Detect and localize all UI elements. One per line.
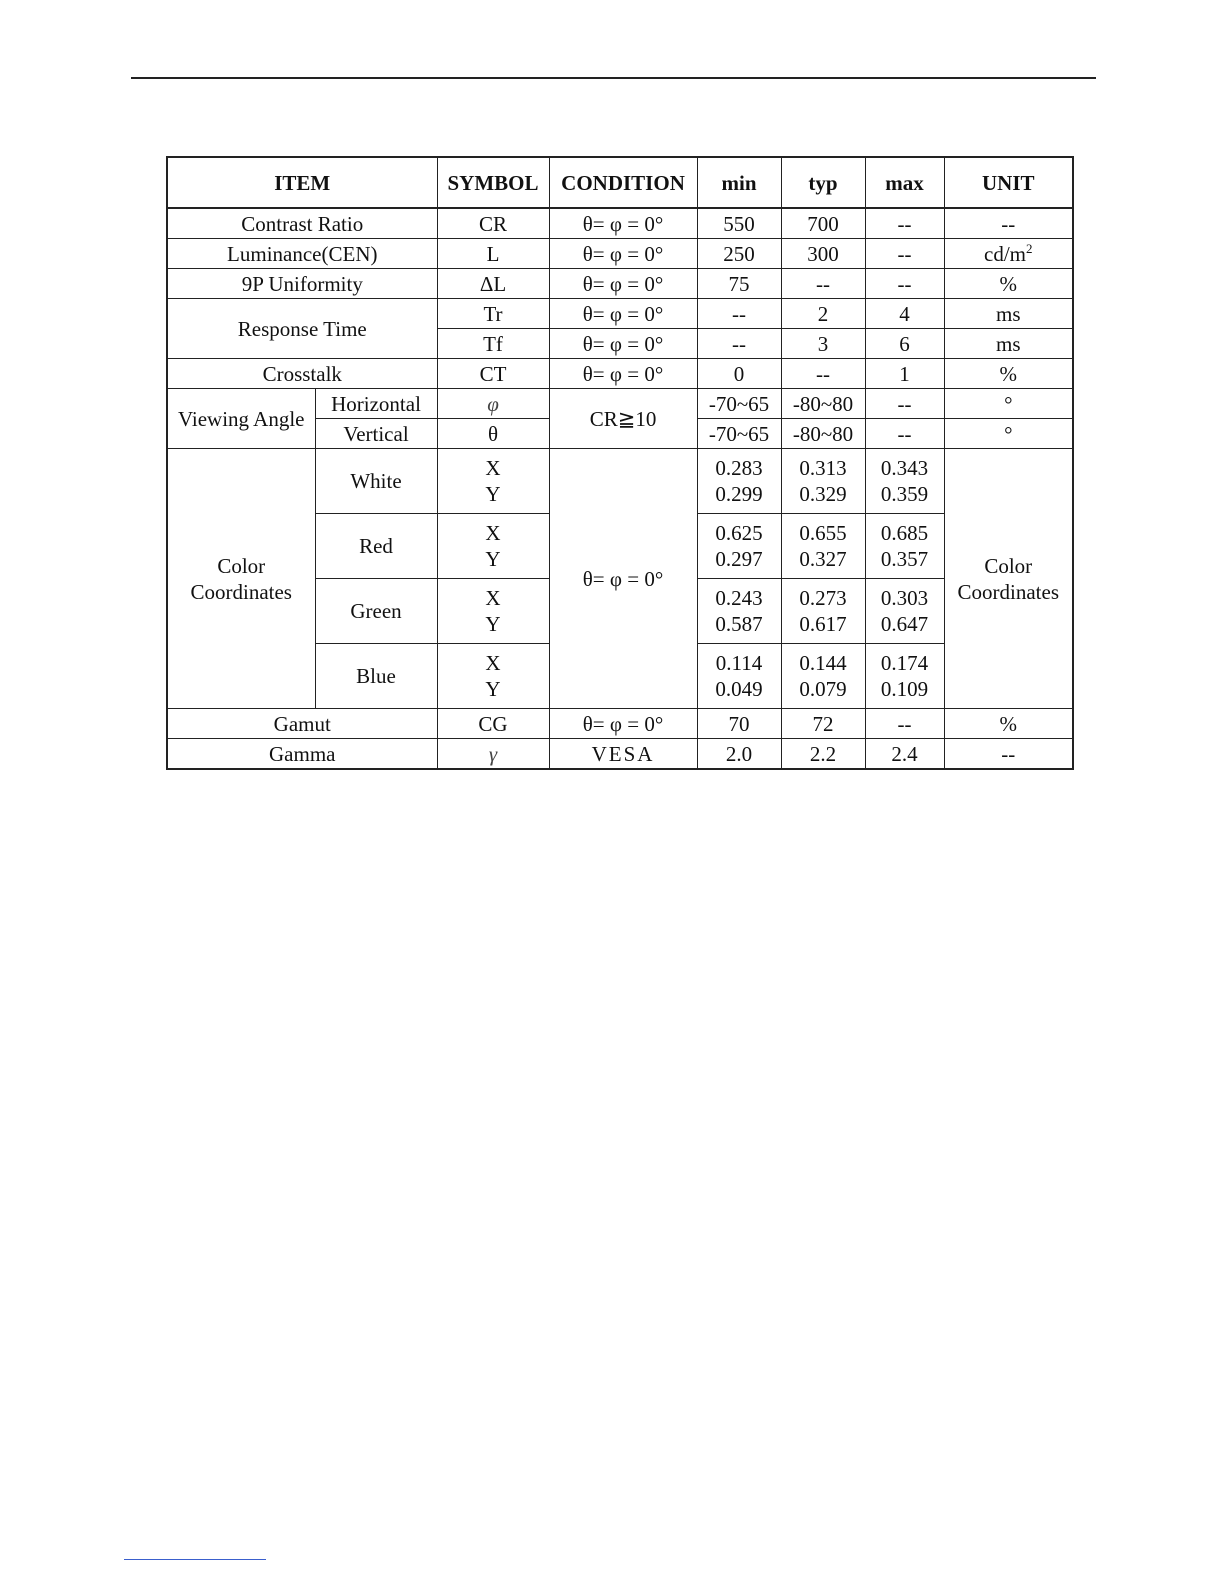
max-cell: 4 <box>865 299 944 329</box>
unit-text: cd/m <box>984 241 1027 266</box>
header-item: ITEM <box>167 157 437 208</box>
typ-cell: -- <box>781 359 865 389</box>
value-y: 0.587 <box>715 612 763 636</box>
typ-cell: 2.2 <box>781 739 865 770</box>
max-cell: 1 <box>865 359 944 389</box>
min-cell: 70 <box>697 709 781 739</box>
value-y: 0.617 <box>799 612 847 636</box>
table-header-row <box>167 157 1073 208</box>
unit-superscript: 2 <box>1026 240 1033 256</box>
value-x: 0.243 <box>715 586 763 610</box>
table-row-response-tr <box>167 299 1073 329</box>
unit-cell: % <box>944 709 1073 739</box>
subitem-cell: Red <box>315 514 437 579</box>
table-row-gamma <box>167 739 1073 770</box>
unit-cell: ° <box>944 389 1073 419</box>
min-cell: 2.0 <box>697 739 781 770</box>
subitem-cell: White <box>315 449 437 514</box>
table-row-uniformity <box>167 269 1073 299</box>
symbol-cell <box>437 449 549 514</box>
symbol-cell: θ <box>437 419 549 449</box>
min-cell: -- <box>697 299 781 329</box>
item-line: Coordinates <box>190 579 292 604</box>
subitem-cell: Green <box>315 579 437 644</box>
y-label: Y <box>485 612 501 636</box>
optical-spec-table <box>166 156 1074 770</box>
subitem-cell: Blue <box>315 644 437 709</box>
value-y: 0.299 <box>715 482 763 506</box>
max-cell: -- <box>865 389 944 419</box>
condition-cell: θ= φ = 0° <box>549 299 697 329</box>
condition-cell: CR≧10 <box>549 389 697 449</box>
item-cell: Luminance(CEN) <box>167 239 437 269</box>
y-label: Y <box>485 482 501 506</box>
min-cell: -70~65 <box>697 389 781 419</box>
value-x: 0.313 <box>799 456 847 480</box>
min-cell: 550 <box>697 208 781 239</box>
symbol-cell <box>437 644 549 709</box>
condition-cell: θ= φ = 0° <box>549 239 697 269</box>
table-row-luminance <box>167 239 1073 269</box>
unit-cell: ° <box>944 419 1073 449</box>
typ-cell <box>781 514 865 579</box>
unit-cell: ms <box>944 299 1073 329</box>
condition-cell: θ= φ = 0° <box>549 208 697 239</box>
symbol-cell: ΔL <box>437 269 549 299</box>
max-cell: -- <box>865 239 944 269</box>
value-x: 0.303 <box>880 586 929 610</box>
unit-cell <box>944 239 1073 269</box>
value-x: 0.283 <box>715 456 763 480</box>
table-row-color-white <box>167 449 1073 514</box>
typ-cell <box>781 449 865 514</box>
value-x: 0.144 <box>799 651 847 675</box>
x-label: X <box>485 521 501 545</box>
min-cell: 250 <box>697 239 781 269</box>
max-cell <box>865 579 944 644</box>
table-row-viewing-horizontal <box>167 389 1073 419</box>
typ-cell <box>781 644 865 709</box>
min-cell <box>697 644 781 709</box>
subitem-cell: Vertical <box>315 419 437 449</box>
table-row-contrast <box>167 208 1073 239</box>
footer-link-underline <box>124 1559 266 1560</box>
item-cell: Contrast Ratio <box>167 208 437 239</box>
header-max: max <box>865 157 944 208</box>
table-row-crosstalk <box>167 359 1073 389</box>
item-cell <box>167 449 315 709</box>
item-cell: Response Time <box>167 299 437 359</box>
value-y: 0.049 <box>715 677 763 701</box>
unit-cell: % <box>944 359 1073 389</box>
max-cell: -- <box>865 269 944 299</box>
symbol-cell: Tr <box>437 299 549 329</box>
typ-cell: 2 <box>781 299 865 329</box>
max-cell: -- <box>865 208 944 239</box>
typ-cell: -- <box>781 269 865 299</box>
unit-cell: -- <box>944 739 1073 770</box>
min-cell <box>697 449 781 514</box>
value-y: 0.109 <box>880 677 929 701</box>
min-cell: -70~65 <box>697 419 781 449</box>
x-label: X <box>485 651 501 675</box>
value-y: 0.297 <box>715 547 763 571</box>
header-symbol: SYMBOL <box>437 157 549 208</box>
y-label: Y <box>485 547 501 571</box>
unit-cell <box>944 449 1073 709</box>
min-cell: 0 <box>697 359 781 389</box>
symbol-cell: CR <box>437 208 549 239</box>
condition-cell: θ= φ = 0° <box>549 269 697 299</box>
min-cell <box>697 579 781 644</box>
y-label: Y <box>485 677 501 701</box>
header-unit: UNIT <box>944 157 1073 208</box>
typ-cell: 300 <box>781 239 865 269</box>
x-label: X <box>485 456 501 480</box>
symbol-cell: γ <box>437 739 549 770</box>
header-min: min <box>697 157 781 208</box>
subitem-cell: Horizontal <box>315 389 437 419</box>
symbol-cell: φ <box>437 389 549 419</box>
header-rule <box>131 77 1096 79</box>
header-typ: typ <box>781 157 865 208</box>
x-label: X <box>485 586 501 610</box>
value-x: 0.273 <box>799 586 847 610</box>
condition-cell: θ= φ = 0° <box>549 359 697 389</box>
symbol-cell: L <box>437 239 549 269</box>
unit-cell: -- <box>944 208 1073 239</box>
value-y: 0.329 <box>799 482 847 506</box>
max-cell <box>865 644 944 709</box>
min-cell: -- <box>697 329 781 359</box>
value-x: 0.343 <box>880 456 929 480</box>
typ-cell <box>781 579 865 644</box>
value-y: 0.079 <box>799 677 847 701</box>
value-y: 0.359 <box>880 482 929 506</box>
unit-cell: ms <box>944 329 1073 359</box>
item-cell: Gamma <box>167 739 437 770</box>
typ-cell: -80~80 <box>781 389 865 419</box>
value-x: 0.685 <box>880 521 929 545</box>
symbol-cell: Tf <box>437 329 549 359</box>
value-x: 0.625 <box>715 521 763 545</box>
condition-cell: θ= φ = 0° <box>549 449 697 709</box>
typ-cell: 700 <box>781 208 865 239</box>
typ-cell: 72 <box>781 709 865 739</box>
min-cell: 75 <box>697 269 781 299</box>
header-condition: CONDITION <box>549 157 697 208</box>
value-x: 0.114 <box>715 651 763 675</box>
max-cell: -- <box>865 709 944 739</box>
max-cell: 6 <box>865 329 944 359</box>
unit-cell: % <box>944 269 1073 299</box>
condition-cell: θ= φ = 0° <box>549 709 697 739</box>
max-cell <box>865 514 944 579</box>
item-cell: Crosstalk <box>167 359 437 389</box>
unit-line: Color <box>984 553 1033 578</box>
item-line: Color <box>217 553 266 578</box>
unit-line: Coordinates <box>957 579 1059 604</box>
max-cell: -- <box>865 419 944 449</box>
value-y: 0.647 <box>880 612 929 636</box>
value-x: 0.655 <box>799 521 847 545</box>
item-cell: Gamut <box>167 709 437 739</box>
item-cell: 9P Uniformity <box>167 269 437 299</box>
table-row-gamut <box>167 709 1073 739</box>
value-x: 0.174 <box>880 651 929 675</box>
max-cell <box>865 449 944 514</box>
condition-cell: VESA <box>549 739 697 770</box>
typ-cell: -80~80 <box>781 419 865 449</box>
condition-cell: θ= φ = 0° <box>549 329 697 359</box>
value-y: 0.357 <box>880 547 929 571</box>
item-cell: Viewing Angle <box>167 389 315 449</box>
typ-cell: 3 <box>781 329 865 359</box>
symbol-cell <box>437 514 549 579</box>
max-cell: 2.4 <box>865 739 944 770</box>
min-cell <box>697 514 781 579</box>
symbol-cell: CG <box>437 709 549 739</box>
value-y: 0.327 <box>799 547 847 571</box>
symbol-cell <box>437 579 549 644</box>
symbol-cell: CT <box>437 359 549 389</box>
